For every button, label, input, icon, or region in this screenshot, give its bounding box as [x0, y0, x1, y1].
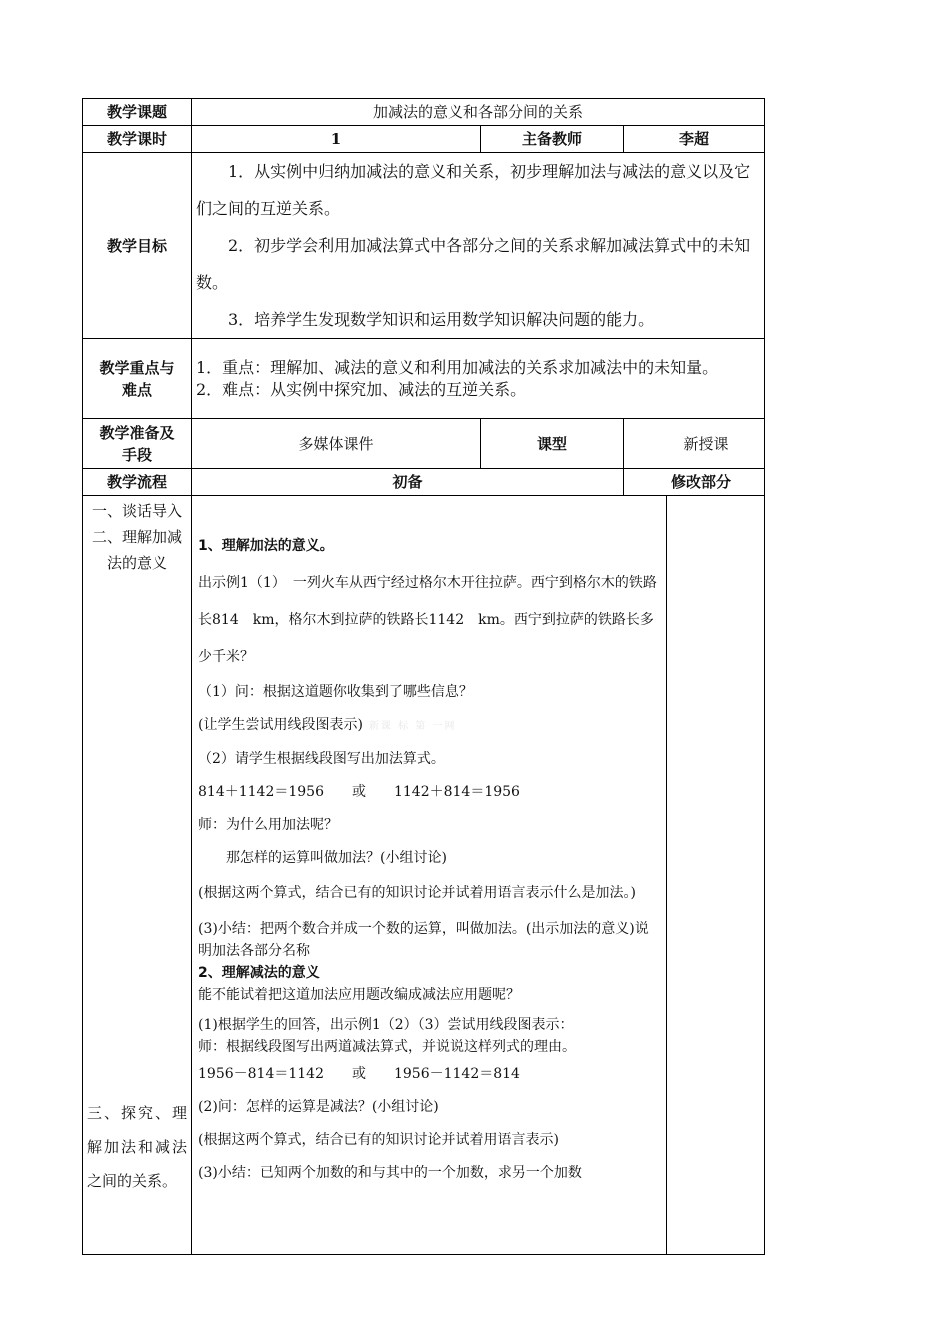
watermark-text: 新课 标 第 一网	[368, 721, 457, 732]
objectives-row	[83, 153, 765, 339]
lesson-plan-table	[82, 98, 765, 1255]
equation-line	[198, 1058, 660, 1091]
equation: 814＋1142＝1956	[198, 784, 324, 800]
key-points-label: 教学重点与难点	[83, 339, 192, 419]
flow-label: 教学流程	[83, 469, 192, 496]
key-points-content	[192, 339, 765, 419]
content-paragraph: 那怎样的运算叫做加法？(小组讨论)	[226, 850, 447, 866]
key-point-item: 2．难点：从实例中探究加、减法的互逆关系。	[196, 379, 527, 399]
content-paragraph: 能不能试着把这道加法应用题改编成减法应用题呢？	[198, 987, 520, 1003]
content-paragraph: (3)小结：已知两个加数的和与其中的一个加数，求另一个加数	[198, 1165, 582, 1181]
section-heading: 1、理解加法的意义。	[198, 538, 334, 554]
prep-label: 教学准备及手段	[83, 419, 192, 469]
topic-row	[83, 99, 765, 126]
objective-item: 1．从实例中归纳加减法的意义和关系，初步理解加法与减法的意义以及它们之间的互逆关系。	[196, 162, 751, 218]
equation-line	[198, 776, 660, 809]
period-row	[83, 126, 765, 153]
flow-step-2: 二、理解加减法的意义	[91, 528, 182, 572]
flow-step-1: 一、谈话导入	[91, 502, 182, 520]
objectives-label: 教学目标	[83, 153, 192, 339]
type-value: 新授课	[624, 419, 765, 469]
content-paragraph: (2)问：怎样的运算是减法？(小组讨论)	[198, 1099, 439, 1115]
equation: 1142＋814＝1956	[393, 784, 520, 800]
type-label: 课型	[481, 419, 624, 469]
revision-column	[667, 496, 765, 1255]
content-paragraph: （1）问：根据这道题你收集到了哪些信息？	[198, 684, 473, 700]
topic-value: 加减法的意义和各部分间的关系	[192, 99, 765, 126]
flow-header-row	[83, 469, 765, 496]
equation-or: 或	[351, 1066, 366, 1082]
section-heading: 2、理解减法的意义	[198, 965, 320, 981]
content-paragraph: （2）请学生根据线段图写出加法算式。	[198, 751, 445, 767]
key-point-item: 1．重点：理解加、减法的意义和利用加减法的关系求加减法中的未知量。	[196, 357, 719, 377]
draft-label: 初备	[192, 469, 624, 496]
equation-or: 或	[351, 784, 366, 800]
content-paragraph: (根据这两个算式，结合已有的知识讨论并试着用语言表示什么是加法。)	[198, 885, 636, 901]
prep-row	[83, 419, 765, 469]
equation: 1956－1142＝814	[393, 1066, 520, 1082]
teacher-value: 李超	[624, 126, 765, 153]
draft-content	[192, 496, 667, 1255]
content-paragraph: (3)小结：把两个数合并成一个数的运算，叫做加法。(出示加法的意义)说明加法各部分名称	[198, 921, 649, 959]
topic-label: 教学课题	[83, 99, 192, 126]
objective-item: 3．培养学生发现数学知识和运用数学知识解决问题的能力。	[228, 310, 655, 329]
flow-steps	[83, 496, 192, 1255]
revision-label: 修改部分	[624, 469, 765, 496]
content-paragraph: (根据这两个算式，结合已有的知识讨论并试着用语言表示)	[198, 1132, 559, 1148]
content-paragraph: 师：根据线段图写出两道减法算式，并说说这样列式的理由。	[198, 1039, 576, 1055]
period-label: 教学课时	[83, 126, 192, 153]
objectives-content	[192, 153, 765, 339]
content-text: (让学生尝试用线段图表示)	[198, 717, 363, 733]
period-value: 1	[192, 126, 481, 153]
flow-step-3: 三、探究、理解加法和减法之间的关系。	[87, 1104, 187, 1190]
content-paragraph: 出示例1（1） 一列火车从西宁经过格尔木开往拉萨。西宁到格尔木的铁路长814 km，格尔木到拉萨的铁路长1142 km。西宁到拉萨的铁路长多少千米？	[198, 575, 657, 665]
key-points-row	[83, 339, 765, 419]
content-paragraph: 师：为什么用加法呢？	[198, 817, 338, 833]
content-row	[83, 496, 765, 1255]
content-paragraph: (1)根据学生的回答，出示例1（2）（3）尝试用线段图表示：	[198, 1017, 574, 1033]
objective-item: 2．初步学会利用加减法算式中各部分之间的关系求解加减法算式中的未知数。	[196, 236, 751, 292]
equation: 1956－814＝1142	[198, 1066, 324, 1082]
content-paragraph	[198, 709, 660, 743]
prep-value: 多媒体课件	[192, 419, 481, 469]
teacher-label: 主备教师	[481, 126, 624, 153]
